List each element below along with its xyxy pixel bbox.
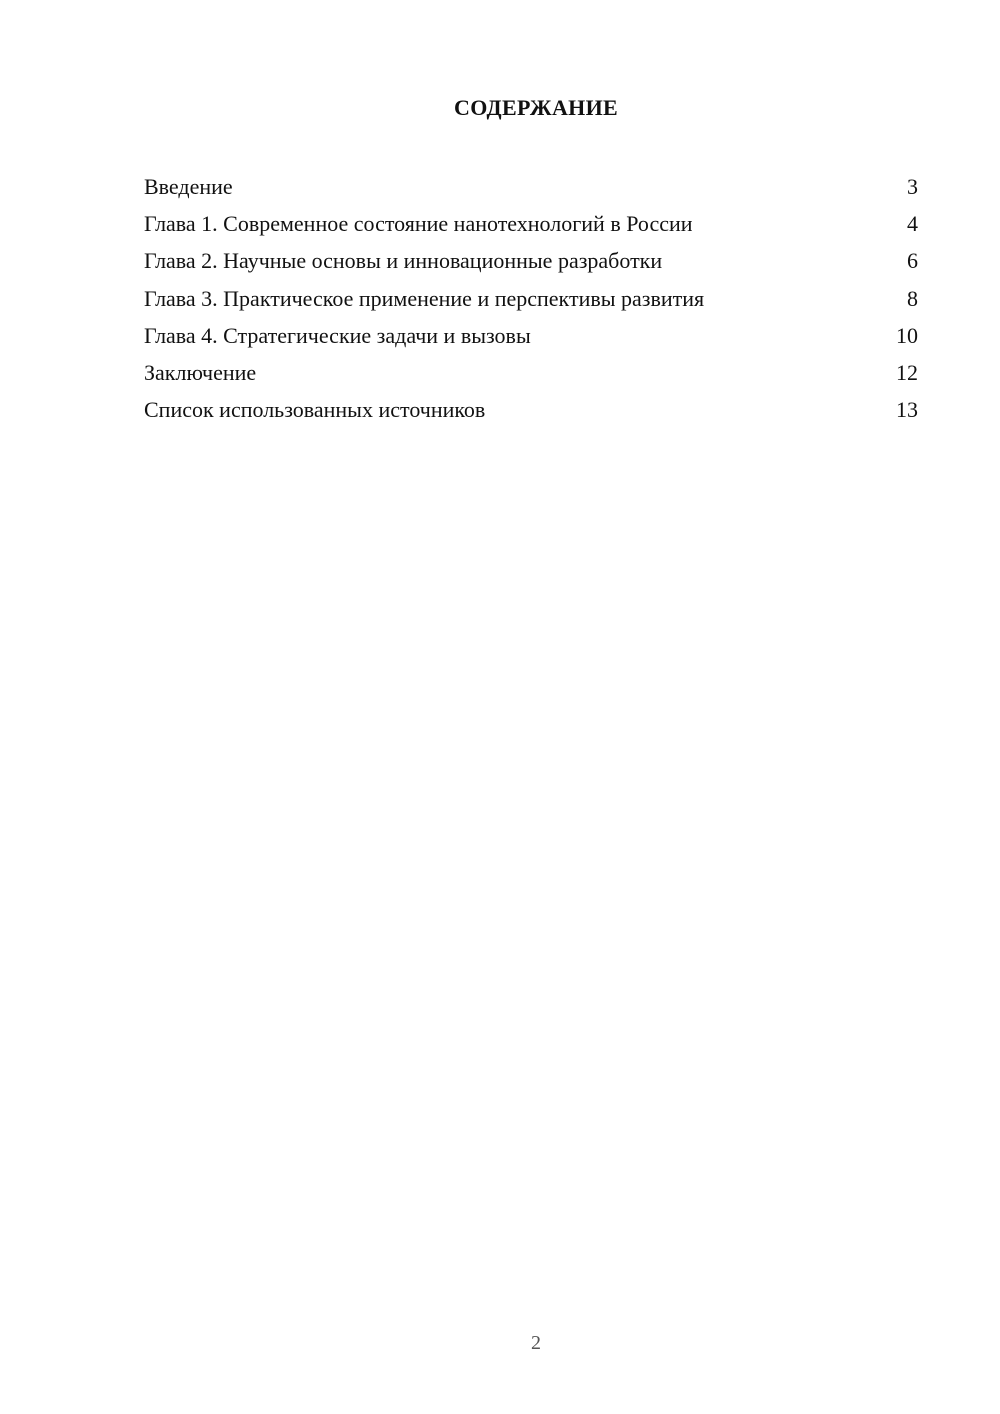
toc-entry-title: Глава 3. Практическое применение и перспективы развития [144,285,705,311]
toc-entry-title: Список использованных источников [144,397,486,423]
toc-entry-chapter-3[interactable] [144,280,918,317]
toc-entry-title: Заключение [144,359,257,385]
toc-entry-page: 13 [896,397,918,423]
table-of-contents [144,168,918,428]
toc-entry-title: Введение [144,174,233,199]
toc-entry-title: Глава 2. Научные основы и инновационные разработки [144,248,663,274]
toc-heading: СОДЕРЖАНИЕ [454,95,618,120]
toc-entry-title: Глава 4. Стратегические задачи и вызовы [144,322,531,348]
toc-entry-page: 10 [896,322,918,348]
toc-entry-page: 12 [896,359,918,385]
toc-entry-page: 3 [907,174,918,199]
toc-entry-conclusion[interactable] [144,354,918,391]
toc-entry-page: 8 [907,285,918,311]
toc-entry-page: 6 [907,248,918,274]
toc-entry-references[interactable] [144,391,918,428]
toc-entry-chapter-2[interactable] [144,242,918,279]
toc-entry-chapter-4[interactable] [144,317,918,354]
toc-entry-chapter-1[interactable] [144,205,918,242]
page-number: 2 [531,1332,541,1354]
toc-entry-page: 4 [907,211,918,237]
toc-entry-title: Глава 1. Современное состояние нанотехнологий в России [144,211,693,237]
toc-entry-introduction[interactable] [144,168,918,205]
